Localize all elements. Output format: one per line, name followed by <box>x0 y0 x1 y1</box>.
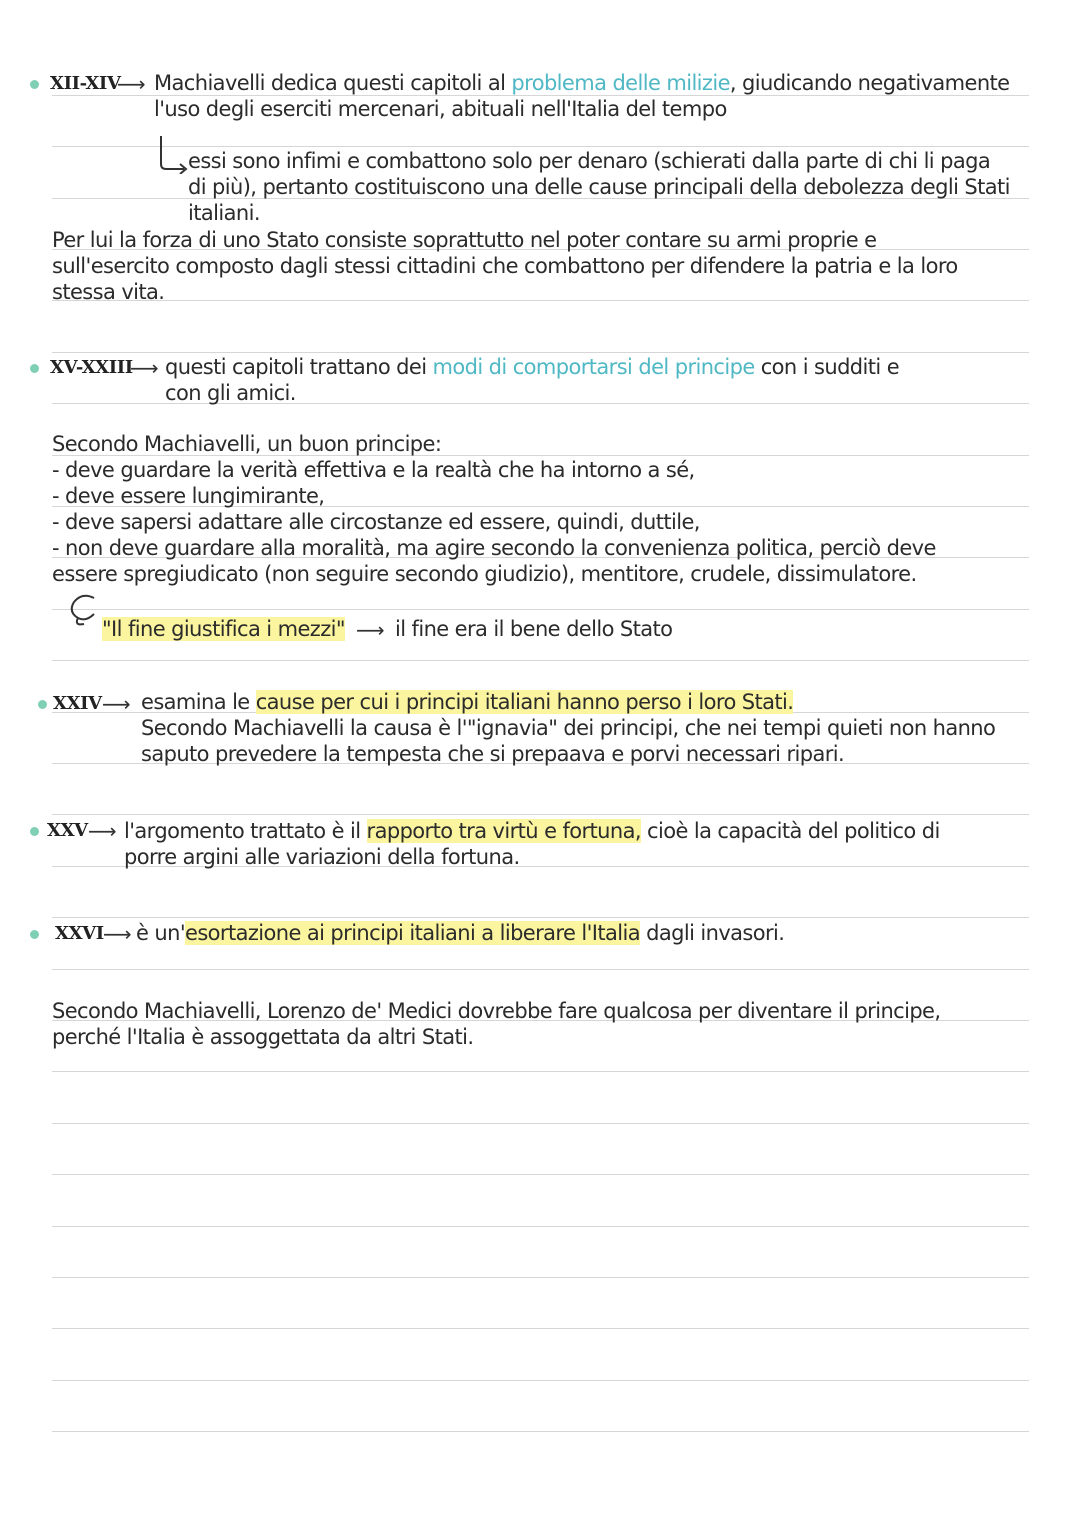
s2-quote-note: il fine era il bene dello Stato <box>395 617 673 641</box>
s1-line2: l'uso degli eserciti mercenari, abituali nell'Italia del tempo <box>154 97 727 121</box>
bullet-dot <box>30 827 39 836</box>
s2-list-item: - non deve guardare alla moralità, ma agire secondo la convenienza politica, perciò deve <box>52 536 936 560</box>
arrow-icon: ⟶ <box>88 819 117 843</box>
chapter-label-xxiv: XXIV <box>53 693 102 714</box>
s1-sub2: di più), pertanto costituiscono una delle cause principali della debolezza degli Stati <box>188 175 1010 199</box>
s2-line1-text-b: con i sudditi e <box>754 355 900 379</box>
ruled-line <box>52 609 1029 610</box>
s2-list-item: essere spregiudicato (non seguire secondo giudizio), mentitore, crudele, dissimulatore. <box>52 562 917 586</box>
bullet-dot <box>30 80 39 89</box>
chapter-label-xxv: XXV <box>47 820 88 841</box>
s2-list-item: - deve sapersi adattare alle circostanze ed essere, quindi, duttile, <box>52 510 700 534</box>
ruled-line <box>52 146 1029 147</box>
s4-line1-text-a: l'argomento trattato è il <box>124 819 367 843</box>
ruled-line <box>52 1071 1029 1072</box>
s5-highlight-esortazione: esortazione ai principi italiani a liberare l'Italia <box>185 921 641 945</box>
closing-line1: Secondo Machiavelli, Lorenzo de' Medici dovrebbe fare qualcosa per diventare il principe, <box>52 999 941 1023</box>
s1-line1-text-a: Machiavelli dedica questi capitoli al <box>154 71 512 95</box>
s3-line1-text-a: esamina le <box>141 690 256 714</box>
s1-line1 <box>154 70 1010 96</box>
chapter-label-xxvi: XXVI <box>55 923 104 944</box>
curl-quote-icon <box>64 592 104 628</box>
s4-line1 <box>124 818 940 844</box>
s1-line1-text-b: , giudicando negativamente <box>729 71 1010 95</box>
arrow-icon: ⟶ <box>117 72 146 96</box>
s2-list-item: - deve essere lungimirante, <box>52 484 325 508</box>
s5-line1 <box>136 920 784 946</box>
s3-line2: Secondo Machiavelli la causa è l'"ignavia" dei principi, che nei tempi quieti non hanno <box>141 716 996 740</box>
quote-fine-giustifica: "Il fine giustifica i mezzi" <box>102 617 345 641</box>
s1-paragraph-line1: Per lui la forza di uno Stato consiste soprattutto nel poter contare su armi proprie e <box>52 228 877 252</box>
s2-line1-text-a: questi capitoli trattano dei <box>165 355 433 379</box>
s3-line3: saputo prevedere la tempesta che si prepaava e porvi necessari ripari. <box>141 742 845 766</box>
s1-paragraph-line2: sull'esercito composto dagli stessi cittadini che combattono per difendere la patria e la loro <box>52 254 958 278</box>
s2-list-item: - deve guardare la verità effettiva e la realtà che ha intorno a sé, <box>52 458 695 482</box>
s2-quote-line <box>102 616 345 642</box>
s1-highlight-milizie: problema delle milizie <box>511 71 730 95</box>
s4-highlight-virtu-fortuna: rapporto tra virtù e fortuna, <box>366 819 641 843</box>
s4-line2: porre argini alle variazioni della fortuna. <box>124 845 520 869</box>
s1-paragraph-line3: stessa vita. <box>52 280 165 304</box>
s2-highlight-modi: modi di comportarsi del principe <box>432 355 755 379</box>
arrow-icon: ⟶ <box>103 922 132 946</box>
ruled-line <box>52 1431 1029 1432</box>
bullet-dot <box>30 364 39 373</box>
s3-highlight-cause: cause per cui i principi italiani hanno perso i loro Stati. <box>255 690 794 714</box>
ruled-line <box>52 1277 1029 1278</box>
s2-line2: con gli amici. <box>165 381 296 405</box>
closing-line2: perché l'Italia è assoggettata da altri Stati. <box>52 1025 474 1049</box>
s2-line1 <box>165 354 899 380</box>
ruled-line <box>52 969 1029 970</box>
s4-line1-text-b: cioè la capacità del politico di <box>640 819 940 843</box>
hook-arrow-icon <box>156 134 190 174</box>
ruled-line <box>52 814 1029 815</box>
ruled-line <box>52 1328 1029 1329</box>
s1-sub3: italiani. <box>188 201 260 225</box>
ruled-line <box>52 352 1029 353</box>
ruled-line <box>52 917 1029 918</box>
ruled-line <box>52 1226 1029 1227</box>
s5-line1-text-a: è un' <box>136 921 185 945</box>
chapter-label-xii-xiv: XII-XIV <box>50 73 121 94</box>
ruled-line <box>52 1174 1029 1175</box>
arrow-icon: ⟶ <box>130 356 159 380</box>
ruled-line <box>52 1123 1029 1124</box>
chapter-label-xv-xxiii: XV-XXIII <box>50 357 133 378</box>
s1-sub1: essi sono infimi e combattono solo per denaro (schierati dalla parte di chi li paga <box>188 149 991 173</box>
arrow-icon: ⟶ <box>102 692 131 716</box>
ruled-line <box>52 300 1029 301</box>
bullet-dot <box>30 930 39 939</box>
arrow-icon: ⟶ <box>356 618 385 642</box>
s2-intro: Secondo Machiavelli, un buon principe: <box>52 432 442 456</box>
ruled-line <box>52 1380 1029 1381</box>
s5-line1-text-b: dagli invasori. <box>640 921 785 945</box>
s3-line1 <box>141 689 793 715</box>
ruled-line <box>52 660 1029 661</box>
bullet-dot <box>38 700 47 709</box>
